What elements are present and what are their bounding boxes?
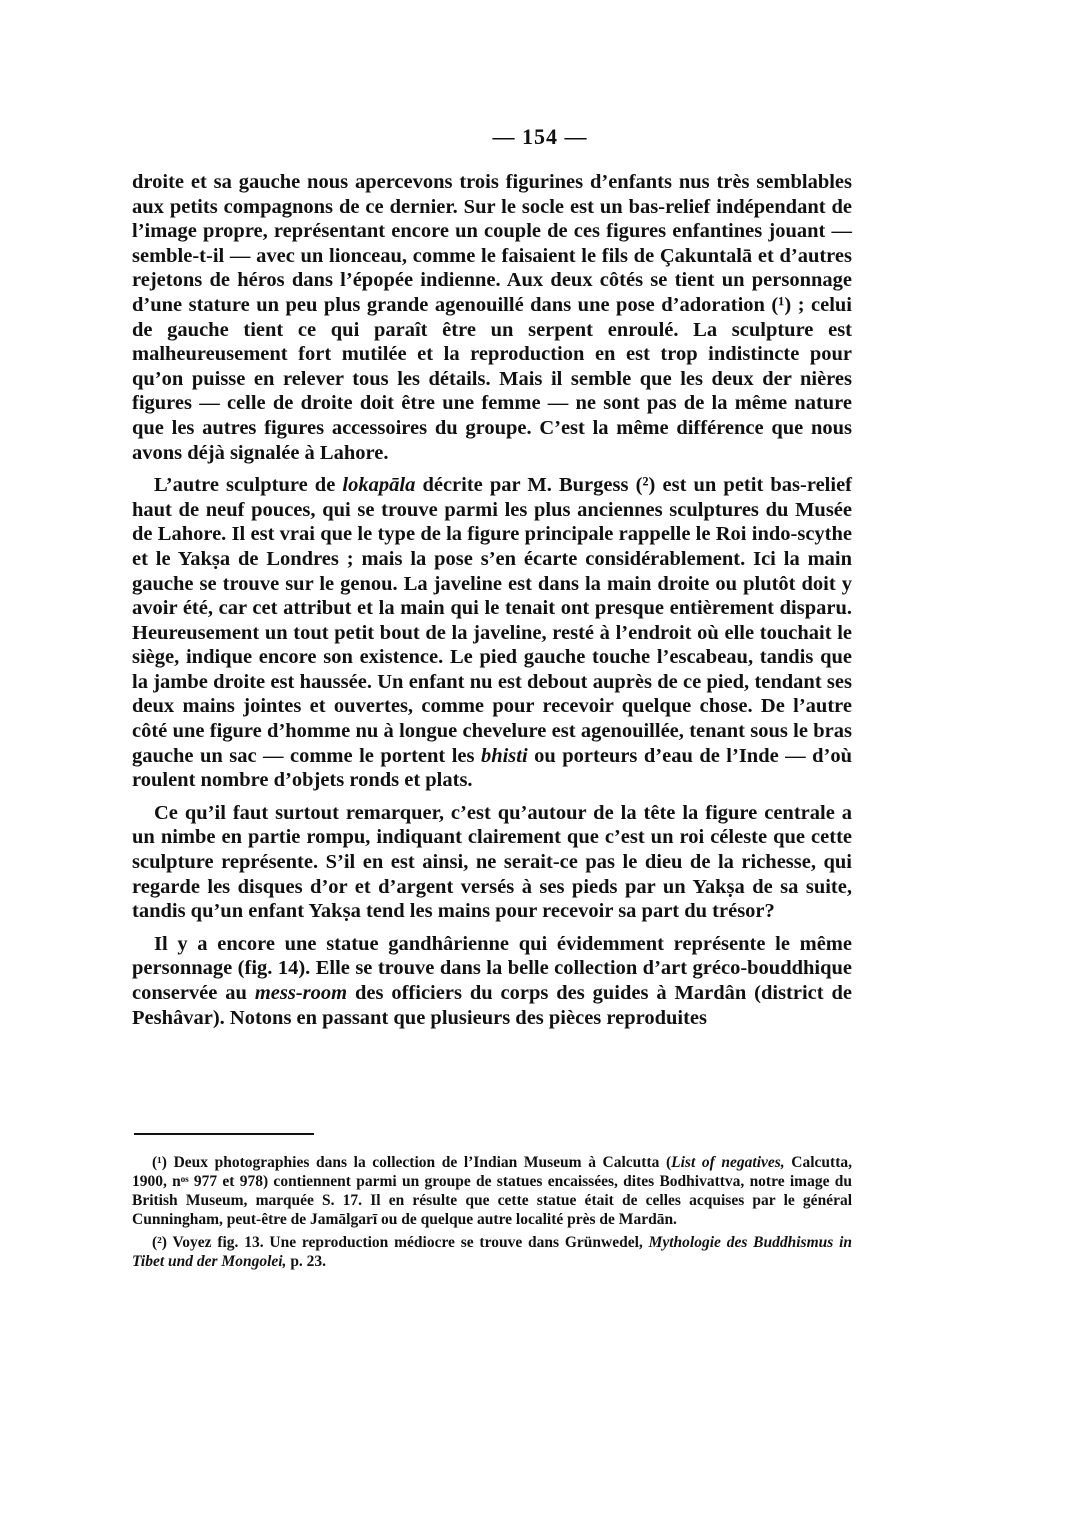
footnote-1 (132, 1153, 852, 1229)
footnote-2-title: Mythologie des Buddhismus in Tibet und der Mongolei, (132, 1234, 853, 1270)
paragraph-4-text-c: des officiers du corps des guides à Mardân (district de Peshâvar). Notons en passant que plusieurs des pièces reproduites (132, 982, 852, 1029)
body-text (132, 170, 852, 1038)
footnote-1-title: List of negatives, (671, 1154, 785, 1171)
footnote-separator (134, 1133, 314, 1135)
paragraph-2-text-c: décrite par M. Burgess (²) est un petit bas-relief haut de neuf pouces, qui se trouve parmi les plus anciennes sculptures du Musée de Lahore. Il est vrai que le type de la figure principale rappelle le Roi indo-scythe et le Yakṣa de Londres ; mais la pose s’en écarte considérablement. Ici la main gauche se trouve sur le genou. La javeline est dans la main droite ou plutôt doit y avoir été, car cet attribut et la main qui le tenait ont presque entièrement disparu. Heureusement un tout petit bout de la javeline, resté à l’endroit où elle touchait le siège, indique encore son existence. Le pied gauche touche l’escabeau, tandis que la jambe droite est haussée. Un enfant nu est debout auprès de ce pied, tendant ses deux mains jointes et ouvertes, comme pour recevoir quelque chose. De l’autre côté une figure d’homme nu à longue chevelure est agenouillée, tenant sous le bras gauche un sac — comme le portent les (132, 474, 852, 767)
paragraph-2 (132, 473, 852, 793)
paragraph-2-term-bhisti: bhisti (480, 744, 528, 767)
footnote-2-text-c: p. 23. (286, 1253, 327, 1270)
footnote-1-text-a: Deux photographies dans la collection de l’Indian Museum à Calcutta ( (166, 1154, 672, 1171)
page-number: — 154 — (492, 124, 588, 149)
footnote-2 (132, 1233, 852, 1271)
paragraph-2-text-a: L’autre sculpture de (154, 474, 343, 497)
footnote-2-marker: (²) (152, 1234, 167, 1251)
footnotes (132, 1153, 852, 1275)
paragraph-4-text-a: Il y a encore une statue gandhârienne qui évidemment représente le même personnage (fig. 14). Elle se trouve dans la belle collection d’art gréco-bouddhique conservée au (132, 932, 852, 1004)
paragraph-1: droite et sa gauche nous apercevons trois figurines d’enfants nus très semblables aux petits compagnons de ce dernier. Sur le socle est un bas-relief indépendant de l’image propre, représentant encore un couple de ces figures enfantines jouant — semble-t-il — avec un lionceau, comme le faisaient le fils de Çakuntalā et d’autres rejetons de héros dans l’épopée indienne. Aux deux côtés se tient un personnage d’une stature un peu plus grande agenouillé dans une pose d’adoration (¹) ; celui de gauche tient ce qui paraît être un serpent enroulé. La sculpture est malheureusement fort mutilée et la reproduction en est trop indistincte pour qu’on puisse en relever tous les détails. Mais il semble que les deux der nières figures — celle de droite doit être une femme — ne sont pas de la même nature que les autres figures accessoires du groupe. C’est la même différence que nous avons déjà signalée à Lahore. (132, 171, 852, 464)
paragraph-2-text-e: ou porteurs d’eau de l’Inde — d’où roulent nombre d’objets ronds et plats. (132, 744, 853, 792)
footnote-2-text-a: Voyez fig. 13. Une reproduction médiocre se trouve dans Grünwedel, (166, 1234, 649, 1251)
paragraph-4-term-mess-room: mess-room (254, 982, 348, 1004)
footnote-1-marker: (¹) (152, 1154, 167, 1171)
paragraph-3: Ce qu’il faut surtout remarquer, c’est qu’autour de la tête la figure centrale a un nimbe en partie rompu, indiquant clairement que c’est un roi céleste que cette sculpture représente. S’il en est ainsi, ne serait-ce pas le dieu de la richesse, qui regarde les disques d’or et d’argent versés à ses pieds par un Yakṣa de sa suite, tandis qu’un enfant Yakṣa tend les mains pour recevoir sa part du trésor? (132, 801, 852, 923)
paragraph-4 (132, 932, 852, 1030)
paragraph-2-term-lokapala: lokapāla (342, 474, 416, 497)
footnote-1-text-c: Calcutta, 1900, nᵒˢ 977 et 978) contiennent parmi un groupe de statues encaissées, dites Bodhivattva, notre image du British Museum, marquée S. 17. Il en résulte que cette statue était de celles acquises par le général Cunningham, peut-être de Jamālgarī ou de quelque autre localité près de Mardān. (132, 1154, 852, 1228)
